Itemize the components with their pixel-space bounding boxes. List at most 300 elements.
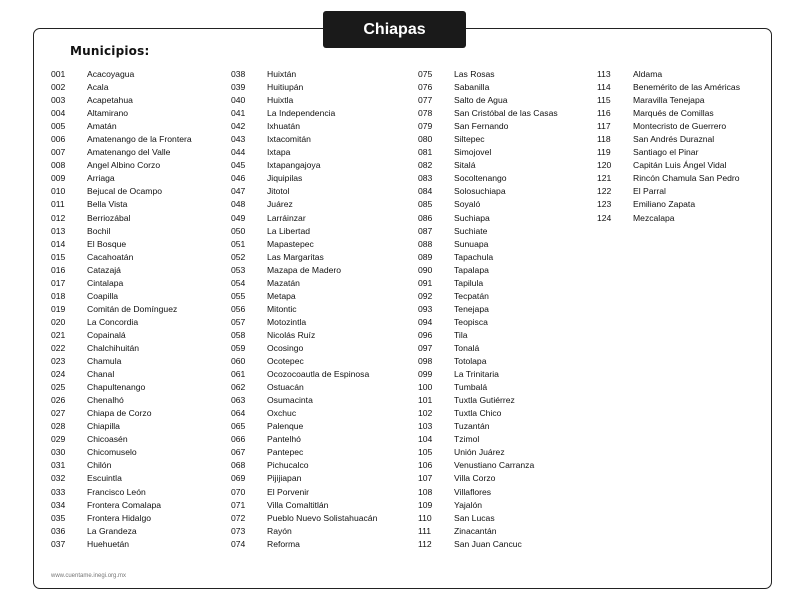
municipality-code: 023 — [51, 356, 66, 367]
municipality-row — [231, 420, 377, 433]
municipality-row — [418, 472, 558, 485]
municipality-name: Juárez — [267, 199, 293, 210]
municipality-row — [51, 303, 192, 316]
municipality-name: Tumbalá — [454, 382, 488, 393]
page-title: Chiapas — [323, 11, 466, 48]
municipality-code: 034 — [51, 499, 66, 510]
municipality-row — [418, 407, 558, 420]
municipality-row — [418, 198, 558, 211]
municipality-name: Angel Albino Corzo — [87, 160, 161, 171]
municipality-code: 013 — [51, 225, 66, 236]
municipality-name: El Parral — [633, 186, 666, 197]
municipality-row — [418, 486, 558, 499]
municipality-row — [418, 433, 558, 446]
municipality-row — [51, 159, 192, 172]
municipality-code: 032 — [51, 473, 66, 484]
municipality-name: Mazapa de Madero — [267, 264, 342, 275]
municipality-name: Nicolás Ruíz — [267, 329, 316, 340]
municipality-name: Catazajá — [87, 264, 121, 275]
municipality-row — [418, 329, 558, 342]
municipality-code: 011 — [51, 199, 65, 210]
municipality-row — [231, 303, 377, 316]
municipality-code: 070 — [231, 486, 246, 497]
municipality-code: 088 — [418, 238, 433, 249]
municipality-row — [231, 251, 377, 264]
municipality-code: 101 — [418, 395, 433, 406]
municipality-row — [597, 68, 740, 81]
municipality-column-3 — [418, 68, 558, 551]
municipality-code: 084 — [418, 186, 433, 197]
municipality-code: 079 — [418, 121, 433, 132]
municipality-row — [231, 381, 377, 394]
municipality-name: La Trinitaria — [454, 369, 499, 380]
municipality-name: El Bosque — [87, 238, 127, 249]
municipality-row — [51, 94, 192, 107]
municipality-row — [597, 198, 740, 211]
municipality-name: Chalchihuitán — [87, 342, 140, 353]
municipality-name: Benemérito de las Américas — [633, 82, 740, 93]
municipality-row — [51, 420, 192, 433]
municipality-row — [418, 225, 558, 238]
municipality-row — [597, 212, 740, 225]
municipality-name: Unión Juárez — [454, 447, 505, 458]
municipality-column-2 — [231, 68, 377, 551]
municipality-code: 021 — [51, 329, 66, 340]
municipality-code: 030 — [51, 447, 66, 458]
municipality-row — [51, 446, 192, 459]
municipality-code: 115 — [597, 95, 611, 106]
municipality-name: Bejucal de Ocampo — [87, 186, 162, 197]
municipality-name: Las Rosas — [454, 69, 495, 79]
municipality-code: 067 — [231, 447, 246, 458]
municipality-name: Berriozábal — [87, 212, 131, 223]
municipality-code: 110 — [418, 512, 432, 523]
municipality-name: Bella Vista — [87, 199, 128, 210]
municipality-row — [418, 538, 558, 551]
municipality-code: 085 — [418, 199, 433, 210]
municipality-code: 076 — [418, 82, 433, 93]
municipality-name: Frontera Hidalgo — [87, 512, 152, 523]
municipality-code: 033 — [51, 486, 66, 497]
municipality-name: Yajalón — [454, 499, 483, 510]
municipality-row — [51, 525, 192, 538]
municipality-row — [51, 198, 192, 211]
municipality-row — [418, 342, 558, 355]
municipality-code: 051 — [231, 238, 246, 249]
municipality-row — [231, 525, 377, 538]
municipality-row — [51, 381, 192, 394]
municipality-code: 123 — [597, 199, 612, 210]
municipality-code: 045 — [231, 160, 246, 171]
municipality-code: 035 — [51, 512, 66, 523]
municipality-code: 064 — [231, 408, 246, 419]
municipality-name: Copainalá — [87, 329, 126, 340]
municipality-name: San Cristóbal de las Casas — [454, 108, 558, 119]
municipality-name: Tenejapa — [454, 303, 489, 314]
municipality-code: 005 — [51, 121, 66, 132]
municipality-name: Cacahoatán — [87, 251, 134, 262]
municipality-row — [418, 381, 558, 394]
municipality-row — [231, 238, 377, 251]
municipality-code: 069 — [231, 473, 246, 484]
municipality-name: Huitiupán — [267, 82, 304, 93]
municipality-row — [51, 316, 192, 329]
municipality-name: Marqués de Comillas — [633, 108, 714, 119]
municipality-row — [418, 146, 558, 159]
municipality-name: Venustiano Carranza — [454, 460, 535, 471]
municipality-code: 053 — [231, 264, 246, 275]
municipality-row — [231, 133, 377, 146]
municipality-name: Las Margaritas — [267, 251, 324, 262]
municipality-row — [51, 433, 192, 446]
municipality-name: Simojovel — [454, 147, 492, 158]
municipality-code: 094 — [418, 316, 433, 327]
municipality-row — [418, 355, 558, 368]
municipality-row — [231, 329, 377, 342]
municipality-row — [51, 499, 192, 512]
municipality-row — [51, 172, 192, 185]
municipality-code: 119 — [597, 147, 611, 158]
municipality-code: 042 — [231, 121, 246, 132]
municipality-code: 043 — [231, 134, 246, 145]
municipality-code: 113 — [597, 69, 611, 79]
municipality-row — [51, 264, 192, 277]
municipality-code: 016 — [51, 264, 66, 275]
municipality-code: 009 — [51, 173, 66, 184]
municipality-row — [51, 342, 192, 355]
municipality-row — [231, 225, 377, 238]
municipality-code: 065 — [231, 421, 246, 432]
municipality-code: 057 — [231, 316, 246, 327]
municipality-row — [231, 316, 377, 329]
municipality-name: Ostuacán — [267, 382, 304, 393]
municipality-row — [51, 355, 192, 368]
municipality-code: 108 — [418, 486, 433, 497]
municipality-row — [418, 159, 558, 172]
municipality-row — [418, 420, 558, 433]
municipality-row — [231, 538, 377, 551]
municipality-code: 048 — [231, 199, 246, 210]
municipality-code: 014 — [51, 238, 66, 249]
municipality-row — [418, 303, 558, 316]
municipality-name: Francisco León — [87, 486, 146, 497]
municipality-row — [418, 446, 558, 459]
municipality-code: 058 — [231, 329, 246, 340]
municipality-code: 074 — [231, 538, 246, 549]
municipality-row — [597, 146, 740, 159]
municipality-name: Larráinzar — [267, 212, 306, 223]
municipality-name: San Lucas — [454, 512, 495, 523]
municipality-code: 055 — [231, 290, 246, 301]
municipality-code: 063 — [231, 395, 246, 406]
municipality-name: Salto de Agua — [454, 95, 508, 106]
municipality-row — [51, 212, 192, 225]
municipality-row — [418, 172, 558, 185]
municipality-row — [231, 185, 377, 198]
municipality-name: Tapachula — [454, 251, 494, 262]
municipality-row — [231, 407, 377, 420]
municipality-code: 100 — [418, 382, 433, 393]
municipality-row — [231, 198, 377, 211]
municipality-name: Tapilula — [454, 277, 484, 288]
municipality-code: 112 — [418, 538, 432, 549]
municipality-row — [51, 407, 192, 420]
municipality-row — [418, 107, 558, 120]
municipality-row — [231, 172, 377, 185]
municipality-name: Cintalapa — [87, 277, 124, 288]
municipality-code: 044 — [231, 147, 246, 158]
municipality-name: Mazatán — [267, 277, 300, 288]
municipality-name: La Libertad — [267, 225, 311, 236]
municipality-name: Jiquipilas — [267, 173, 303, 184]
municipality-row — [51, 81, 192, 94]
municipality-name: Villaflores — [454, 486, 492, 497]
municipality-name: Chicoasén — [87, 434, 128, 445]
municipality-name: Sunuapa — [454, 238, 489, 249]
municipality-code: 096 — [418, 329, 433, 340]
municipality-code: 106 — [418, 460, 433, 471]
municipality-row — [231, 68, 377, 81]
municipality-name: San Andrés Duraznal — [633, 134, 715, 145]
municipality-row — [231, 433, 377, 446]
municipality-code: 041 — [231, 108, 246, 119]
municipality-code: 038 — [231, 69, 246, 79]
municipality-name: Chicomuselo — [87, 447, 137, 458]
municipality-code: 091 — [418, 277, 433, 288]
municipality-code: 047 — [231, 186, 246, 197]
municipality-row — [51, 368, 192, 381]
municipality-name: Altamirano — [87, 108, 129, 119]
municipality-code: 050 — [231, 225, 246, 236]
municipality-name: Chiapa de Corzo — [87, 408, 152, 419]
municipality-name: Soyaló — [454, 199, 481, 210]
municipality-name: Tuxtla Chico — [454, 408, 502, 419]
municipality-code: 102 — [418, 408, 433, 419]
municipality-row — [597, 107, 740, 120]
municipality-code: 077 — [418, 95, 433, 106]
municipality-name: Suchiate — [454, 225, 488, 236]
municipality-code: 117 — [597, 121, 611, 132]
municipality-name: Motozintla — [267, 316, 307, 327]
municipality-row — [231, 368, 377, 381]
municipality-name: Oxchuc — [267, 408, 297, 419]
municipality-row — [418, 394, 558, 407]
municipality-code: 073 — [231, 525, 246, 536]
municipality-name: Pijijiapan — [267, 473, 302, 484]
municipality-code: 068 — [231, 460, 246, 471]
municipality-row — [231, 212, 377, 225]
municipality-row — [51, 329, 192, 342]
municipality-name: Chiapilla — [87, 421, 120, 432]
municipality-code: 028 — [51, 421, 66, 432]
municipality-row — [418, 290, 558, 303]
municipality-name: Pantelhó — [267, 434, 301, 445]
municipality-name: Tecpatán — [454, 290, 489, 301]
municipality-name: Mezcalapa — [633, 212, 675, 223]
municipality-row — [418, 316, 558, 329]
municipality-name: Chamula — [87, 356, 122, 367]
municipality-name: Metapa — [267, 290, 296, 301]
municipality-name: Bochil — [87, 225, 111, 236]
municipality-name: Huixtán — [267, 69, 297, 79]
municipality-code: 072 — [231, 512, 246, 523]
municipality-name: Totolapa — [454, 356, 487, 367]
municipality-name: Siltepec — [454, 134, 485, 145]
municipality-name: Ocozocoautla de Espinosa — [267, 369, 370, 380]
municipality-row — [418, 120, 558, 133]
municipality-name: San Juan Cancuc — [454, 538, 522, 549]
municipality-row — [597, 185, 740, 198]
municipality-code: 054 — [231, 277, 246, 288]
municipality-code: 056 — [231, 303, 246, 314]
municipality-code: 008 — [51, 160, 66, 171]
municipality-name: Ixtapangajoya — [267, 160, 321, 171]
municipality-row — [418, 512, 558, 525]
municipality-name: Santiago el Pinar — [633, 147, 699, 158]
municipality-row — [51, 251, 192, 264]
municipality-name: Reforma — [267, 538, 300, 549]
municipality-code: 029 — [51, 434, 66, 445]
municipality-code: 007 — [51, 147, 66, 158]
municipality-row — [231, 277, 377, 290]
municipality-row — [51, 185, 192, 198]
municipality-row — [418, 499, 558, 512]
municipality-name: Villa Corzo — [454, 473, 496, 484]
municipality-name: El Porvenir — [267, 486, 310, 497]
municipality-row — [418, 459, 558, 472]
municipality-name: Ixtacomitán — [267, 134, 311, 145]
municipality-name: Frontera Comalapa — [87, 499, 162, 510]
municipality-column-4 — [597, 68, 740, 225]
municipality-name: Socoltenango — [454, 173, 507, 184]
municipality-row — [418, 94, 558, 107]
municipality-row — [231, 342, 377, 355]
source-url: www.cuentame.inegi.org.mx — [51, 573, 127, 579]
municipality-name: Zinacantán — [454, 525, 497, 536]
municipality-row — [231, 264, 377, 277]
municipality-name: Amatenango de la Frontera — [87, 134, 192, 145]
municipality-code: 062 — [231, 382, 246, 393]
municipality-code: 024 — [51, 369, 66, 380]
municipality-name: Villa Comaltitlán — [267, 499, 329, 510]
municipality-name: Teopisca — [454, 316, 488, 327]
municipality-name: Tapalapa — [454, 264, 489, 275]
municipality-name: Mitontic — [267, 303, 297, 314]
municipality-name: Pueblo Nuevo Solistahuacán — [267, 512, 378, 523]
municipality-name: Capitán Luis Ángel Vidal — [633, 160, 727, 171]
municipality-code: 075 — [418, 69, 433, 79]
municipality-code: 081 — [418, 147, 433, 158]
municipality-row — [231, 94, 377, 107]
municipality-code: 109 — [418, 499, 433, 510]
municipality-code: 121 — [597, 173, 612, 184]
municipality-name: Montecristo de Guerrero — [633, 121, 727, 132]
municipality-row — [231, 472, 377, 485]
municipality-row — [51, 68, 192, 81]
municipality-code: 090 — [418, 264, 433, 275]
municipality-code: 093 — [418, 303, 433, 314]
municipality-code: 105 — [418, 447, 433, 458]
municipality-code: 027 — [51, 408, 66, 419]
municipality-code: 083 — [418, 173, 433, 184]
municipality-code: 006 — [51, 134, 66, 145]
municipality-row — [51, 290, 192, 303]
municipality-code: 003 — [51, 95, 66, 106]
municipality-row — [597, 159, 740, 172]
municipality-code: 122 — [597, 186, 612, 197]
municipality-code: 025 — [51, 382, 66, 393]
municipality-code: 036 — [51, 525, 66, 536]
municipality-row — [597, 133, 740, 146]
municipality-code: 120 — [597, 160, 612, 171]
municipality-code: 118 — [597, 134, 611, 145]
municipality-row — [418, 251, 558, 264]
municipality-name: Rayón — [267, 525, 292, 536]
municipality-code: 037 — [51, 538, 66, 549]
municipality-name: Tila — [454, 329, 468, 340]
municipality-name: Escuintla — [87, 473, 122, 484]
municipality-code: 071 — [231, 499, 246, 510]
municipality-name: Suchiapa — [454, 212, 490, 223]
municipality-row — [418, 238, 558, 251]
municipality-row — [597, 94, 740, 107]
municipality-code: 103 — [418, 421, 433, 432]
municipality-name: Maravilla Tenejapa — [633, 95, 705, 106]
municipality-row — [51, 238, 192, 251]
municipality-row — [418, 368, 558, 381]
municipality-code: 124 — [597, 212, 612, 223]
municipality-row — [51, 225, 192, 238]
municipality-row — [231, 120, 377, 133]
municipality-code: 097 — [418, 342, 433, 353]
municipality-row — [51, 133, 192, 146]
municipality-code: 060 — [231, 356, 246, 367]
municipality-name: Acala — [87, 82, 109, 93]
municipality-code: 052 — [231, 251, 246, 262]
municipality-code: 066 — [231, 434, 246, 445]
municipality-name: Ocotepec — [267, 356, 304, 367]
municipality-row — [51, 107, 192, 120]
municipality-name: San Fernando — [454, 121, 509, 132]
municipality-code: 104 — [418, 434, 433, 445]
municipality-name: La Concordia — [87, 316, 139, 327]
municipality-name: Palenque — [267, 421, 304, 432]
municipality-name: Acacoyagua — [87, 69, 135, 79]
municipality-row — [231, 81, 377, 94]
municipality-code: 020 — [51, 316, 66, 327]
municipality-name: Ocosingo — [267, 342, 304, 353]
municipality-code: 012 — [51, 212, 66, 223]
municipality-column-1 — [51, 68, 192, 551]
municipality-row — [231, 107, 377, 120]
municipality-name: Pantepec — [267, 447, 304, 458]
municipality-row — [231, 290, 377, 303]
municipality-name: Amatenango del Valle — [87, 147, 171, 158]
municipality-row — [231, 512, 377, 525]
municipality-name: Emiliano Zapata — [633, 199, 696, 210]
municipality-row — [231, 459, 377, 472]
municipality-code: 026 — [51, 395, 66, 406]
municipality-row — [231, 159, 377, 172]
municipality-code: 080 — [418, 134, 433, 145]
municipality-code: 089 — [418, 251, 433, 262]
municipality-name: Tonalá — [454, 342, 480, 353]
municipality-row — [418, 212, 558, 225]
municipality-row — [597, 120, 740, 133]
municipality-code: 099 — [418, 369, 433, 380]
municipality-code: 015 — [51, 251, 66, 262]
municipality-name: Rincón Chamula San Pedro — [633, 173, 740, 184]
